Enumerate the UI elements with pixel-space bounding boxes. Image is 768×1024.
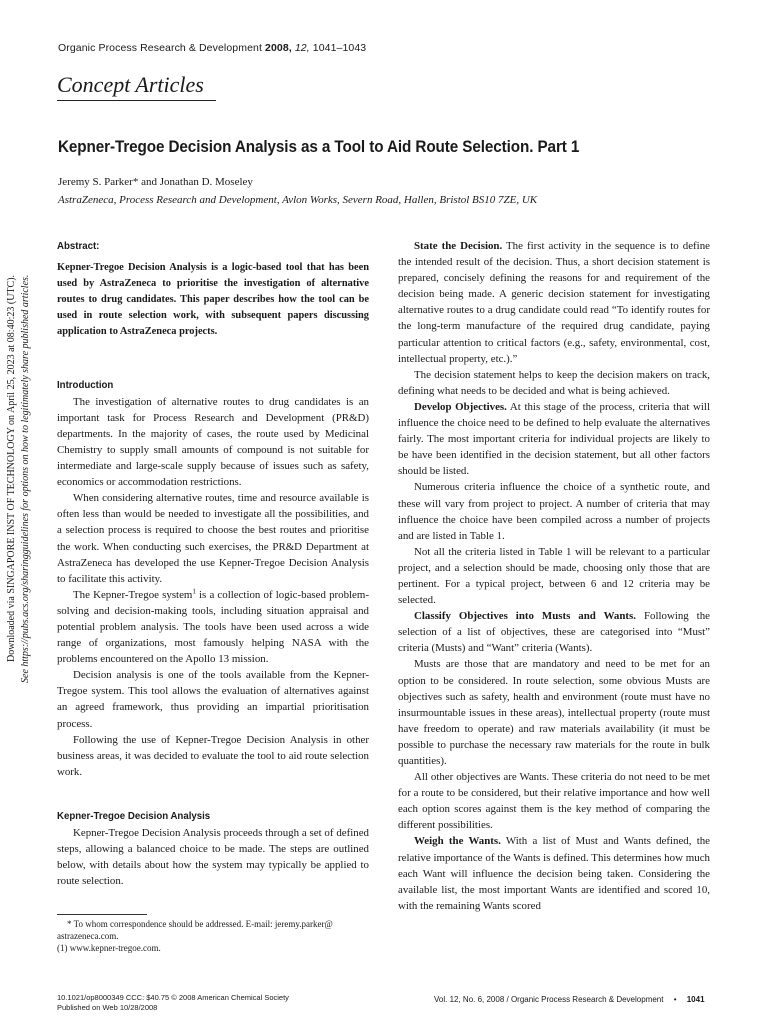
- intro-paragraph-5: Following the use of Kepner-Tregoe Decision Analysis in other business areas, it was decided to evaluate the tool to aid route selection work.: [57, 733, 369, 778]
- footnotes: [57, 918, 369, 954]
- intro-paragraph-2: When considering alternative routes, time and resource available is often less than would be needed to investigate all the possibilities, and a selection process is required to choose the best routes and prioritise the work. When conducting such exercises, the PR&D Department at AstraZeneca has developed the use Kepner-Tregoe Decision Analysis to facilitate this activity.: [57, 492, 369, 585]
- intro-paragraph-4: Decision analysis is one of the tools available from the Kepner-Tregoe system. This tool allows the evaluation of alternatives against an agreed framework, thus providing an impartial prioritisation process.: [57, 669, 369, 730]
- footer-bullet: •: [673, 995, 677, 1004]
- introduction-heading: Introduction: [57, 378, 114, 391]
- weigh-wants-text: With a list of Must and Wants defined, the relative importance of the Wants is defined. This determines how much each Want will influence the decision being taken. Considering the available list, the most important Wants are identified and scored 10, with the remaining Wants scored: [398, 835, 711, 912]
- intro-paragraph-3-start: The Kepner-Tregoe system: [73, 588, 193, 601]
- reference-1-marker: 1: [192, 587, 196, 596]
- watermark-line-1: Downloaded via SINGAPORE INST OF TECHNOLOGY on April 25, 2023 at 08:40:23 (UTC).: [6, 274, 17, 662]
- article-title: Kepner-Tregoe Decision Analysis as a Tool to Aid Route Selection. Part 1: [58, 138, 580, 156]
- weigh-wants-paragraph: [398, 833, 710, 913]
- weigh-wants-label: Weigh the Wants.: [414, 835, 501, 848]
- kt-analysis-heading: Kepner-Tregoe Decision Analysis: [57, 809, 211, 822]
- state-decision-paragraph: [398, 238, 710, 367]
- left-column: [57, 238, 369, 889]
- correspondence-footnote: * To whom correspondence should be addressed. E-mail: jeremy.parker@ astrazeneca.com.: [57, 919, 333, 941]
- right-column: [398, 238, 710, 914]
- abstract-text: Kepner-Tregoe Decision Analysis is a logic-based tool that has been used by AstraZeneca to prioritise the investigation of alternative routes to drug candidates. This paper describes how the tool can be used in route selection work, with subsequent papers discussing application to AstraZeneca projects.: [57, 262, 369, 338]
- journal-pages: 1041–1043: [312, 42, 367, 54]
- watermark-line-2: See https://pubs.acs.org/sharingguidelines for options on how to legitimately share published articles.: [20, 274, 31, 683]
- classify-objectives-label: Classify Objectives into Musts and Wants.: [414, 610, 636, 623]
- author-affiliation: AstraZeneca, Process Research and Development, Avlon Works, Severn Road, Hallen, Bristol BS10 7ZE, UK: [58, 194, 538, 206]
- state-decision-text: The first activity in the sequence is to define the intended result of the decision. Thus, a short decision statement is prepared, concisely defining the reasons for and requirement of the decision being made. A generic decision statement for investigating alternative routes to a drug candidate could read “To identify routes for the long-term manufacture of the required drug candidate, paying particular attention to critical factors (e.g., safety, environmental, cost, intellectual property, etc.).”: [398, 240, 710, 365]
- reference-footnote-1: (1) www.kepner-tregoe.com.: [57, 943, 161, 953]
- classify-objectives-text: Following the selection of a list of objectives, these are categorised into “Must” criteria (Musts) and “Want” criteria (Wants).: [398, 610, 710, 655]
- author-list: Jeremy S. Parker* and Jonathan D. Moseley: [58, 176, 253, 188]
- doi-line: 10.1021/op8000349 CCC: $40.75 © 2008 American Chemical Society: [57, 993, 289, 1002]
- develop-objectives-paragraph-3: Not all the criteria listed in Table 1 will be relevant to a particular project, and a selection should be made, choosing only those that are pertinent. For a typical project, between 6 and 12 criteria may be selected.: [398, 545, 710, 607]
- develop-objectives-paragraph: [398, 399, 710, 479]
- state-decision-label: State the Decision.: [414, 240, 503, 252]
- wants-paragraph: All other objectives are Wants. These criteria do not need to be met for a route to be considered, but their relative importance and how well each option scores against them is the key method of comparing the different possibilities.: [398, 771, 710, 832]
- download-watermark: [0, 0, 40, 1024]
- issue-line: Vol. 12, No. 6, 2008 / Organic Process Research & Development: [434, 995, 664, 1004]
- journal-volume: 12,: [294, 42, 310, 54]
- develop-objectives-text: At this stage of the process, criteria that will influence the choice need to be defined to help evaluate the alternatives fairly. The most important criteria for individual projects are likely to be have been identified in the decision statement, but all other factors should be listed.: [398, 400, 710, 478]
- footer-doi-block: [57, 993, 289, 1013]
- journal-name: Organic Process Research & Development: [58, 42, 262, 54]
- kt-analysis-paragraph-1: Kepner-Tregoe Decision Analysis proceeds through a set of defined steps, allowing a balanced choice to be made. The steps are outlined below, with details about how the system may typically be applied to route selection.: [57, 827, 369, 888]
- footnote-divider: [57, 914, 147, 915]
- journal-citation: [58, 42, 366, 54]
- intro-paragraph-1: The investigation of alternative routes to drug candidates is an important task for Process Research and Development (PR&D) departments. In the majority of cases, the route used by Medicinal Chemistry to supply small amounts of compound is not suitable for intermediate and large-scale supply because of issues such as safety, economics or accommodation restrictions.: [57, 395, 369, 489]
- published-line: Published on Web 10/28/2008: [57, 1003, 158, 1012]
- section-underline: [57, 100, 216, 101]
- intro-paragraph-3-end: is a collection of logic-based problem-solving and decision-making tools, including situation appraisal and potential problem analysis. The tools have been used across a wide range of organizations, most famously helping NASA with the problems encountered on the Apollo 13 mission.: [57, 588, 369, 666]
- state-decision-paragraph-2: The decision statement helps to keep the decision makers on track, defining what needs to be decided and what is being achieved.: [398, 368, 710, 397]
- intro-paragraph-3: [57, 587, 369, 667]
- section-label: Concept Articles: [57, 72, 204, 97]
- abstract-heading: Abstract:: [57, 240, 100, 252]
- develop-objectives-paragraph-2: Numerous criteria influence the choice of a synthetic route, and these will vary from project to project. A number of criteria that may influence the choice have been compiled across a number of projects and are listed in Table 1.: [398, 481, 710, 542]
- footer-issue-block: [434, 995, 705, 1004]
- journal-year: 2008,: [265, 42, 292, 54]
- musts-paragraph: Musts are those that are mandatory and need to be met for an option to be considered. In route selection, some obvious Musts are objectives such as safety, health and environment (route must have no insurmountable issues in these areas), intellectual property (route must have freedom to operate) and raw materials availability (it must be possible to purchase the necessary raw materials for the route in bulk quantities).: [398, 658, 710, 767]
- classify-objectives-paragraph: [398, 608, 710, 656]
- develop-objectives-label: Develop Objectives.: [414, 400, 507, 413]
- page-number: 1041: [686, 995, 705, 1004]
